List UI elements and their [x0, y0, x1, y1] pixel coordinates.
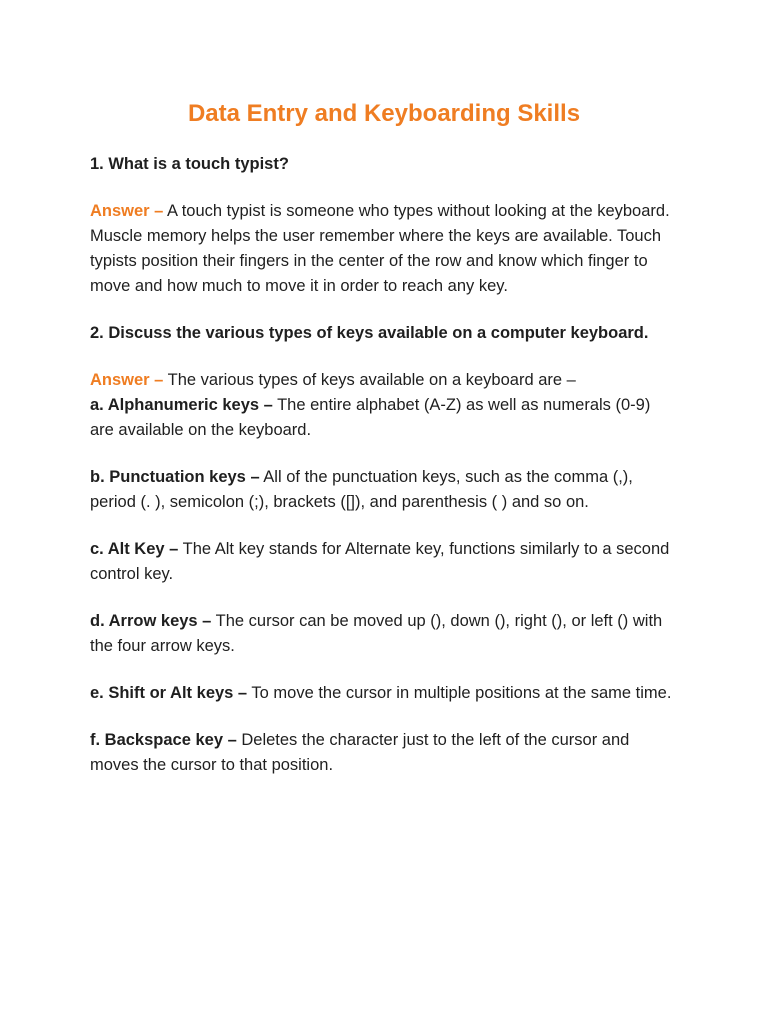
key-type-desc: All of the punctuation keys, such as the comma (,), period (. ), semicolon (;), brackets ([]), and parenthesis ( ) and so on.: [90, 468, 633, 511]
key-type-term: e. Shift or Alt keys –: [90, 684, 248, 702]
key-type-punctuation: [90, 465, 678, 515]
key-type-term: f. Backspace key –: [90, 731, 237, 749]
answer-2-intro: [90, 368, 678, 393]
answer-label: Answer –: [90, 371, 164, 389]
key-type-desc: The entire alphabet (A-Z) as well as numerals (0-9) are available on the keyboard.: [90, 396, 651, 439]
key-type-backspace: [90, 728, 678, 778]
key-type-desc: The Alt key stands for Alternate key, functions similarly to a second control key.: [90, 540, 670, 583]
answer-label: Answer –: [90, 202, 164, 220]
answer-2-text: The various types of keys available on a keyboard are –: [163, 371, 576, 389]
question-1: 1. What is a touch typist?: [90, 155, 289, 173]
key-type-alphanumeric: [90, 393, 678, 443]
answer-1-text: A touch typist is someone who types without looking at the keyboard. Muscle memory helps the user remember where the keys are available. Touch typists position their fingers in the center of the row and know which finger to move and how much to move it in order to reach any key.: [90, 202, 670, 295]
key-type-desc: To move the cursor in multiple positions at the same time.: [247, 684, 672, 702]
key-type-desc: The cursor can be moved up (), down (), right (), or left () with the four arrow keys.: [90, 612, 663, 655]
key-type-arrow: [90, 609, 678, 659]
document-title: Data Entry and Keyboarding Skills: [187, 100, 581, 127]
key-type-shift-alt: [90, 681, 678, 706]
answer-1: [90, 199, 678, 299]
key-type-alt: [90, 537, 678, 587]
key-type-desc: Deletes the character just to the left of the cursor and moves the cursor to that position.: [90, 731, 630, 774]
key-type-term: d. Arrow keys –: [90, 612, 212, 630]
key-type-term: c. Alt Key –: [90, 540, 179, 558]
key-type-term: b. Punctuation keys –: [90, 468, 260, 486]
question-2: 2. Discuss the various types of keys available on a computer keyboard.: [90, 324, 649, 342]
key-type-term: a. Alphanumeric keys –: [90, 396, 273, 414]
